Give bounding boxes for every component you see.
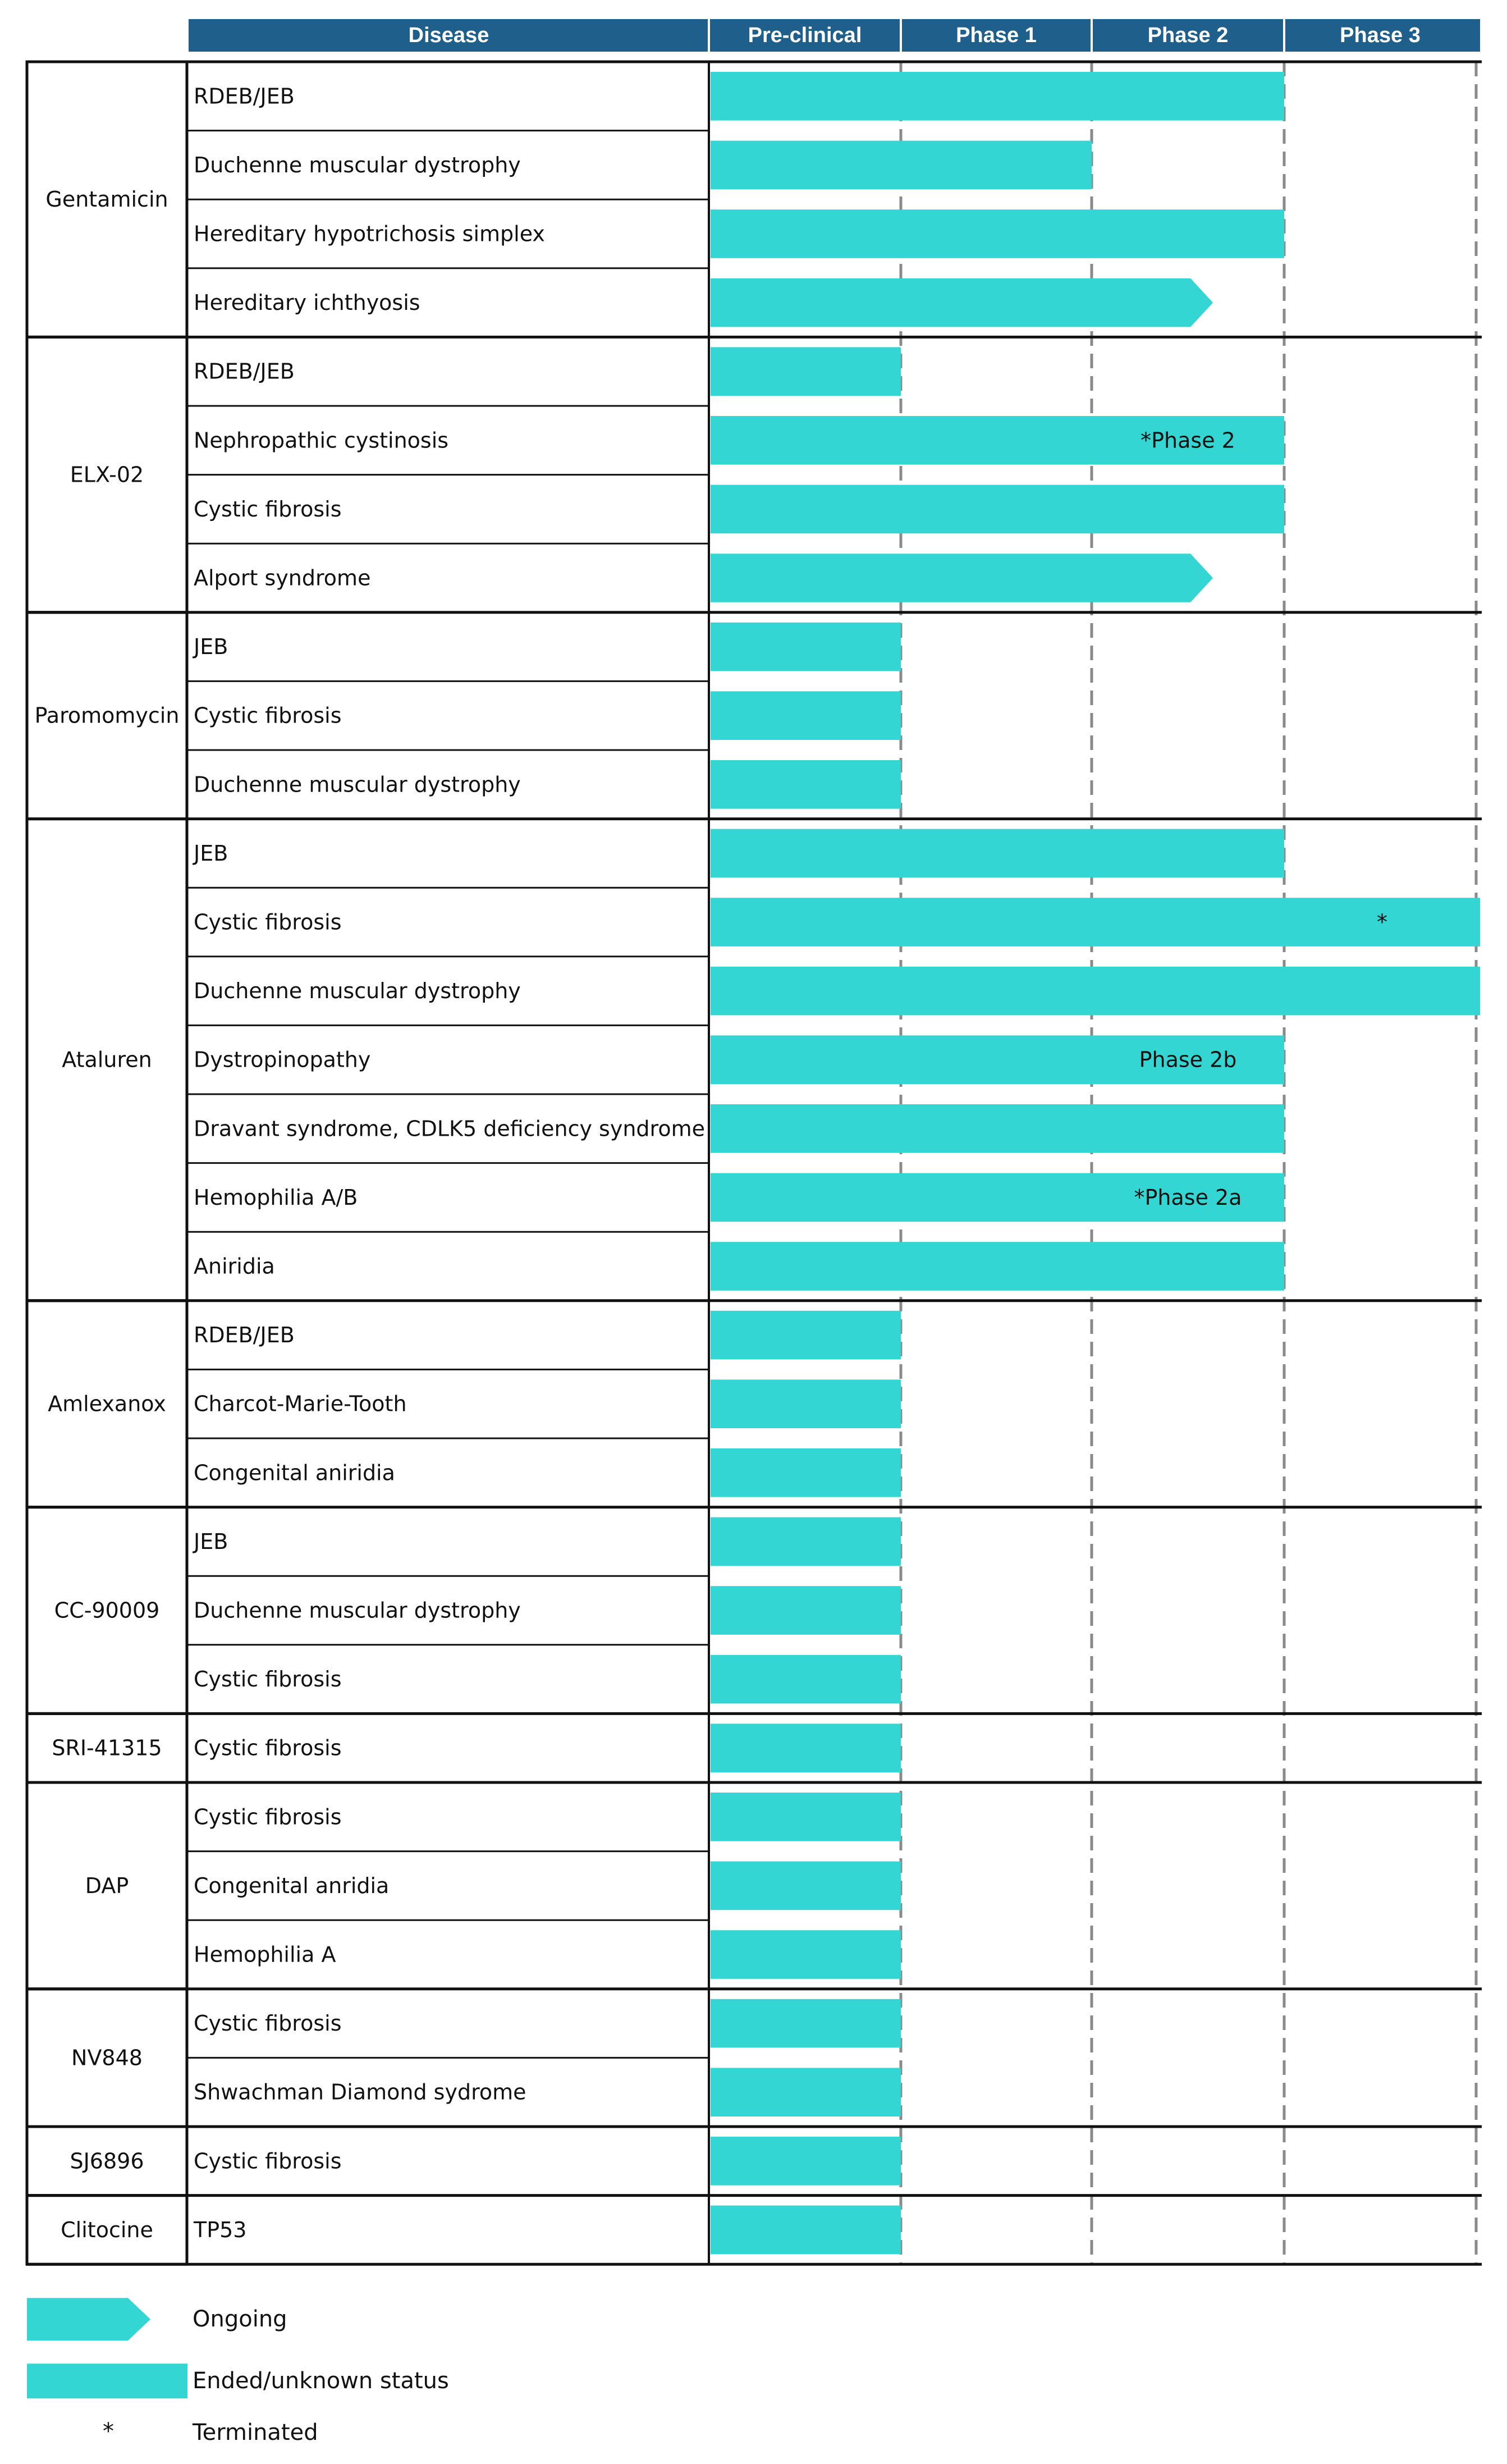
disease-label: RDEB/JEB xyxy=(194,84,295,109)
disease-label: Duchenne muscular dystrophy xyxy=(194,979,521,1004)
disease-label: Charcot-Marie-Tooth xyxy=(194,1391,407,1416)
legend-ended-label: Ended/unknown status xyxy=(193,2368,449,2394)
bar-ended xyxy=(711,623,901,671)
bar-ended xyxy=(711,1724,901,1772)
bar-ended xyxy=(711,72,1284,121)
drug-name: Gentamicin xyxy=(45,187,168,212)
bar-ended xyxy=(711,141,1092,190)
bar-ended xyxy=(711,691,901,740)
disease-label: Congenital anridia xyxy=(194,1873,390,1898)
drug-name: Clitocine xyxy=(61,2217,153,2242)
disease-label: Alport syndrome xyxy=(194,565,371,591)
legend-ongoing-swatch xyxy=(27,2298,150,2340)
drug-name: DAP xyxy=(85,1873,129,1898)
disease-label: Nephropathic cystinosis xyxy=(194,428,449,453)
drug-name: SRI-41315 xyxy=(52,1735,162,1761)
bar-label: *Phase 2 xyxy=(1140,428,1235,453)
disease-label: Cystic fibrosis xyxy=(194,2011,342,2036)
bar-ended xyxy=(711,1655,901,1704)
bar-ended xyxy=(711,1930,901,1979)
bar-ended xyxy=(711,760,901,809)
disease-label: TP53 xyxy=(194,2217,247,2242)
disease-label: Cystic fibrosis xyxy=(194,1667,342,1692)
bar-ended xyxy=(711,1862,901,1910)
legend-terminated-label: Terminated xyxy=(193,2420,318,2446)
bar-ended xyxy=(711,347,901,396)
disease-label: Duchenne muscular dystrophy xyxy=(194,1598,521,1623)
header-phase-1: Pre-clinical xyxy=(748,24,862,47)
bar-ended xyxy=(711,829,1284,878)
disease-label: JEB xyxy=(194,840,228,866)
bar-label: * xyxy=(1377,909,1387,935)
disease-label: Duchenne muscular dystrophy xyxy=(194,152,521,177)
disease-label: Hemophilia A/B xyxy=(194,1185,358,1210)
disease-label: Shwachman Diamond sydrome xyxy=(194,2079,526,2105)
bar-label: *Phase 2a xyxy=(1134,1185,1242,1210)
bar-ended xyxy=(711,1104,1284,1153)
disease-label: Dravant syndrome, CDLK5 deficiency syndrome xyxy=(194,1116,705,1141)
disease-label: JEB xyxy=(194,634,228,660)
bar-ended xyxy=(711,1242,1284,1291)
disease-label: Cystic fibrosis xyxy=(194,1735,342,1761)
disease-label: Dystropinopathy xyxy=(194,1047,371,1072)
bar-ended xyxy=(711,1379,901,1428)
bar-ended xyxy=(711,209,1284,258)
bar-ended xyxy=(711,2068,901,2116)
disease-label: Duchenne muscular dystrophy xyxy=(194,772,521,797)
drug-name: Ataluren xyxy=(62,1047,152,1072)
drug-name: Amlexanox xyxy=(48,1391,166,1416)
drug-name: Paromomycin xyxy=(34,703,180,728)
header-disease: Disease xyxy=(408,24,489,47)
bar-ended xyxy=(711,1311,901,1360)
header-phase-3: Phase 2 xyxy=(1147,24,1229,47)
drug-name: SJ6896 xyxy=(70,2148,144,2174)
disease-label: Congenital aniridia xyxy=(194,1460,395,1485)
bar-ended xyxy=(711,2137,901,2186)
bar-label: Phase 2b xyxy=(1139,1047,1237,1072)
legend-ongoing-label: Ongoing xyxy=(193,2306,287,2333)
disease-label: Hemophilia A xyxy=(194,1942,336,1967)
disease-label: Cystic fibrosis xyxy=(194,703,342,728)
bar-ongoing xyxy=(711,278,1213,327)
drug-name: ELX-02 xyxy=(70,462,144,487)
header-phase-2: Phase 1 xyxy=(956,24,1037,47)
bar-ended xyxy=(711,898,1480,947)
disease-label: Cystic fibrosis xyxy=(194,909,342,935)
bar-ended xyxy=(711,2206,901,2255)
disease-label: Hereditary hypotrichosis simplex xyxy=(194,221,545,246)
bar-ended xyxy=(711,1586,901,1635)
disease-label: RDEB/JEB xyxy=(194,359,295,384)
disease-label: Cystic fibrosis xyxy=(194,2148,342,2174)
legend-ended-swatch xyxy=(27,2364,187,2398)
bar-ended xyxy=(711,1517,901,1566)
disease-label: Aniridia xyxy=(194,1254,275,1279)
legend-terminated-symbol: * xyxy=(103,2419,114,2445)
bar-ended xyxy=(711,1793,901,1841)
disease-label: JEB xyxy=(194,1529,228,1554)
disease-label: RDEB/JEB xyxy=(194,1323,295,1348)
disease-label: Cystic fibrosis xyxy=(194,1804,342,1830)
bar-ended xyxy=(711,1999,901,2048)
bar-ended xyxy=(711,967,1480,1016)
header-phase-4: Phase 3 xyxy=(1340,24,1421,47)
disease-label: Hereditary ichthyosis xyxy=(194,290,420,316)
drug-name: CC-90009 xyxy=(54,1598,160,1623)
bar-ongoing xyxy=(711,554,1213,602)
disease-label: Cystic fibrosis xyxy=(194,496,342,522)
bar-ended xyxy=(711,1448,901,1497)
bar-ended xyxy=(711,485,1284,534)
drug-name: NV848 xyxy=(71,2045,143,2070)
